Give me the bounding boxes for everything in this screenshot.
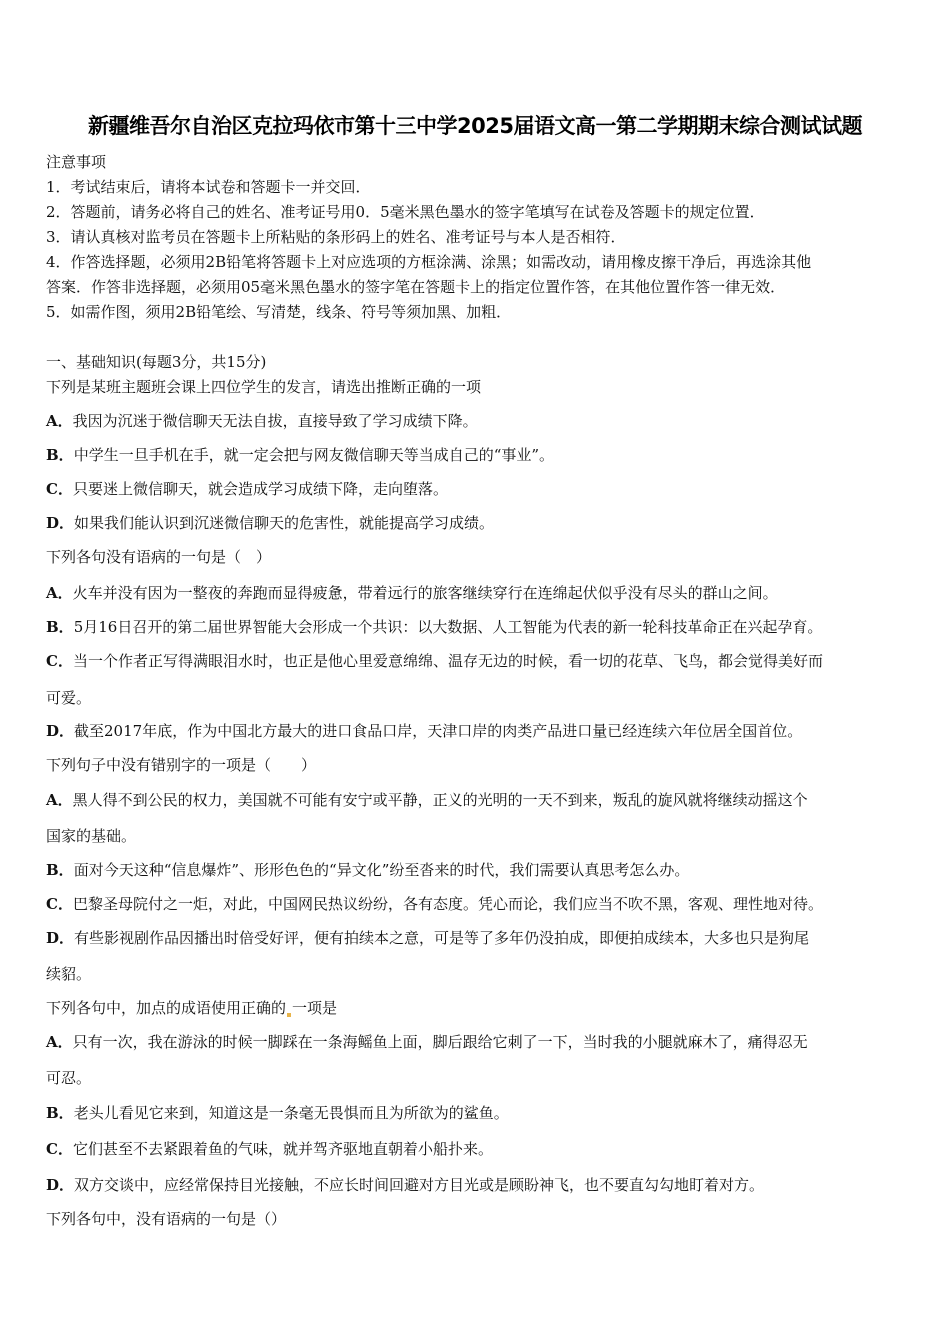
option-label: C． [46, 1140, 73, 1158]
option-text: 我因为沉迷于微信聊天无法自拔，直接导致了学习成绩下降。 [72, 412, 478, 430]
option-continuation: 可忍。 [46, 1069, 92, 1087]
option-label: D． [46, 722, 75, 740]
option-a [46, 410, 478, 431]
stem-text: 下列各句中，加点的成语使用正确的 [46, 999, 287, 1017]
stem-text: 一项是 [292, 999, 338, 1017]
option-label: C． [46, 480, 73, 498]
option-text: 有些影视剧作品因播出时倍受好评，便有拍续本之意，可是等了多年仍没拍成，即便拍成续本，大多也只是狗尾 [74, 929, 810, 947]
option-text: 黑人得不到公民的权力，美国就不可能有安宁或平静，正义的光明的一天不到来，叛乱的旋风就将继续动摇这个 [72, 791, 808, 809]
option-d [46, 927, 809, 948]
option-continuation: 续貂。 [46, 965, 92, 983]
notice-item: 答案．作答非选择题，必须用05毫米黑色墨水的签字笔在答题卡上的指定位置作答，在其他位置作答一律无效． [46, 278, 786, 296]
option-text: 只要迷上微信聊天，就会造成学习成绩下降，走向堕落。 [72, 480, 448, 498]
option-text: 5月16日召开的第二届世界智能大会形成一个共识：以大数据、人工智能为代表的新一轮科技革命正在兴起孕育。 [73, 618, 823, 636]
option-d [46, 720, 802, 741]
option-continuation: 国家的基础。 [46, 827, 137, 845]
option-a [46, 1031, 808, 1052]
question-stem: 下列各句没有语病的一句是（ ） [46, 548, 272, 566]
option-label: A． [46, 791, 73, 809]
option-b [46, 1102, 509, 1123]
option-a [46, 789, 808, 810]
notice-heading: 注意事项 [46, 153, 107, 171]
option-text: 面对今天这种“信息爆炸”、形形色色的“异文化”纷至沓来的时代，我们需要认真思考怎么办。 [73, 861, 690, 879]
question-stem [46, 997, 337, 1018]
annotation-dot-icon [287, 1013, 291, 1017]
option-label: C． [46, 652, 73, 670]
option-label: D． [46, 514, 75, 532]
option-label: D． [46, 929, 75, 947]
option-label: D． [46, 1176, 75, 1194]
option-label: B． [46, 618, 74, 636]
option-label: B． [46, 1104, 74, 1122]
option-text: 火车并没有因为一整夜的奔跑而显得疲惫，带着远行的旅客继续穿行在连绵起伏似乎没有尽头的群山之间。 [72, 584, 778, 602]
option-label: A． [46, 1033, 73, 1051]
notice-item: 1．考试结束后，请将本试卷和答题卡一并交回． [46, 178, 371, 196]
option-label: B． [46, 446, 74, 464]
option-d [46, 1174, 764, 1195]
option-c [46, 650, 823, 671]
option-c [46, 893, 823, 914]
option-text: 截至2017年底，作为中国北方最大的进口食品口岸，天津口岸的肉类产品进口量已经连续六年位居全国首位。 [74, 722, 803, 740]
option-continuation: 可爱。 [46, 689, 92, 707]
notice-item: 4．作答选择题，必须用2B铅笔将答题卡上对应选项的方框涂满、涂黑；如需改动，请用橡皮擦干净后，再选涂其他 [46, 253, 812, 271]
option-b [46, 859, 689, 880]
option-text: 如果我们能认识到沉迷微信聊天的危害性，就能提高学习成绩。 [74, 514, 495, 532]
notice-item: 5．如需作图，须用2B铅笔绘、写清楚，线条、符号等须加黑、加粗． [46, 303, 512, 321]
option-b [46, 444, 554, 465]
option-text: 只有一次，我在游泳的时候一脚踩在一条海鳐鱼上面，脚后跟给它刺了一下，当时我的小腿就麻木了，痛得忍无 [72, 1033, 808, 1051]
option-text: 双方交谈中，应经常保持目光接触，不应长时间回避对方目光或是顾盼神飞，也不要直勾勾地盯着对方。 [74, 1176, 765, 1194]
option-text: 中学生一旦手机在手，就一定会把与网友微信聊天等当成自己的“事业”。 [73, 446, 555, 464]
option-text: 当一个作者正写得满眼泪水时，也正是他心里爱意绵绵、温存无边的时候，看一切的花草、飞鸟，都会觉得美好而 [72, 652, 823, 670]
notice-item: 2．答题前，请务必将自己的姓名、准考证号用0．5毫米黑色墨水的签字笔填写在试卷及答题卡的规定位置． [46, 203, 765, 221]
section-heading: 一、基础知识(每题3分，共15分) [46, 353, 267, 371]
option-c [46, 478, 448, 499]
option-a [46, 582, 778, 603]
option-text: 老头儿看见它来到，知道这是一条毫无畏惧而且为所欲为的鲨鱼。 [73, 1104, 509, 1122]
notice-item: 3．请认真核对监考员在答题卡上所粘贴的条形码上的姓名、准考证号与本人是否相符． [46, 228, 626, 246]
option-label: C． [46, 895, 73, 913]
option-label: B． [46, 861, 74, 879]
question-stem: 下列是某班主题班会课上四位学生的发言，请选出推断正确的一项 [46, 378, 482, 396]
option-text: 巴黎圣母院付之一炬，对此，中国网民热议纷纷，各有态度。凭心而论，我们应当不吹不黑，客观、理性地对待。 [72, 895, 823, 913]
question-stem: 下列句子中没有错别字的一项是（ ） [46, 756, 317, 774]
option-text: 它们甚至不去紧跟着鱼的气味，就并驾齐驱地直朝着小船扑来。 [72, 1140, 493, 1158]
option-label: A． [46, 584, 73, 602]
question-stem: 下列各句中，没有语病的一句是（） [46, 1210, 287, 1228]
option-label: A． [46, 412, 73, 430]
option-d [46, 512, 494, 533]
option-b [46, 616, 822, 637]
page-title: 新疆维吾尔自治区克拉玛依市第十三中学2025届语文高一第二学期期末综合测试试题 [88, 114, 862, 138]
option-c [46, 1138, 493, 1159]
